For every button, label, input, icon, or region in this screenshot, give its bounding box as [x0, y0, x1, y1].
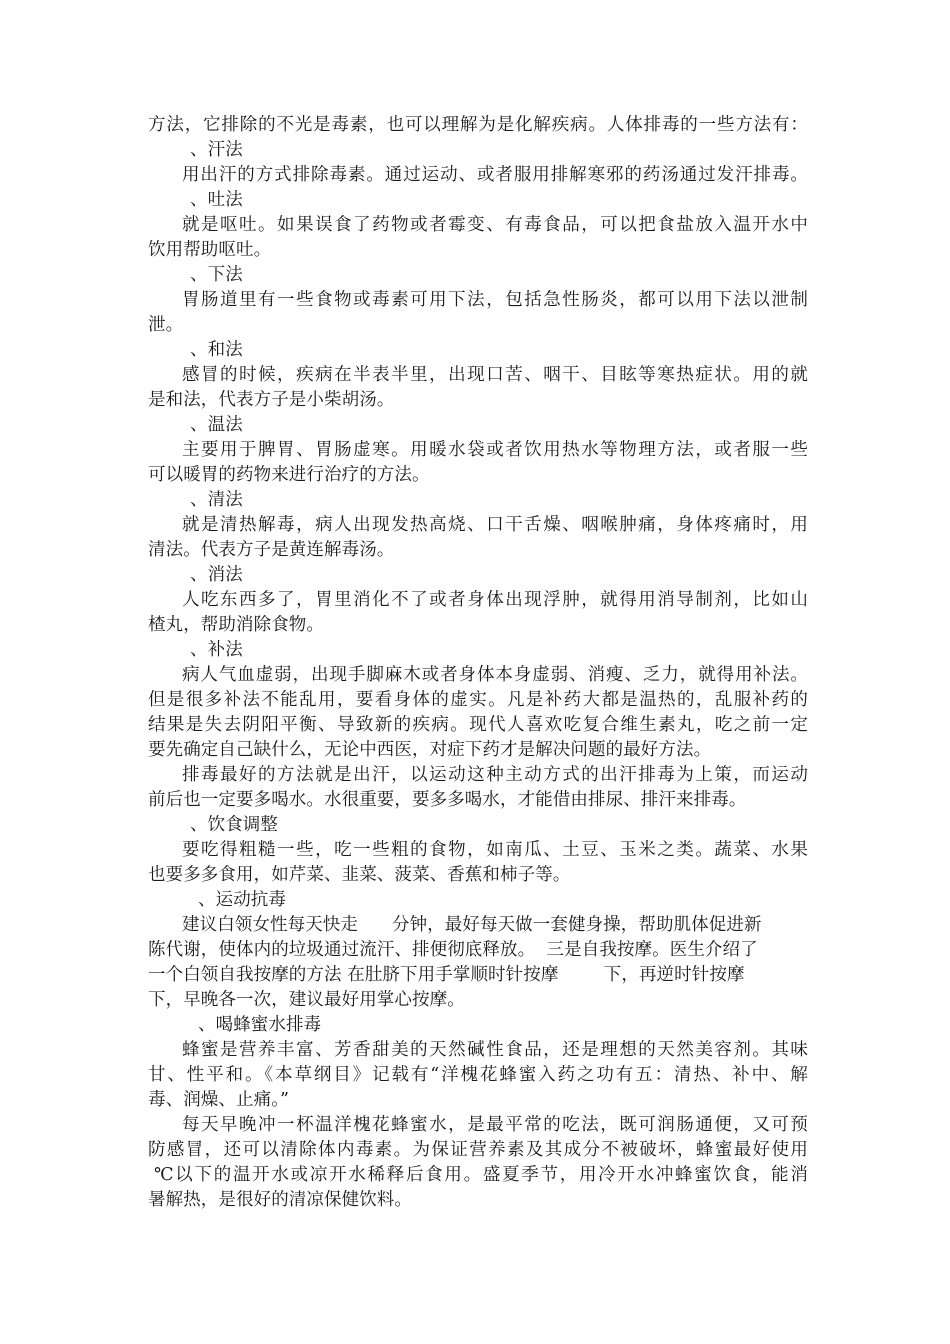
text-line: 清法。代表方子是黄连解毒汤。 — [148, 540, 395, 560]
text-line: 是和法，代表方子是小柴胡汤。 — [148, 390, 395, 410]
text-line: 每天早晚冲一杯温洋槐花蜂蜜水，是最平常的吃法，既可润肠通便，又可预 — [182, 1115, 808, 1135]
section-heading: 、运动抗毒 — [198, 890, 286, 910]
text-line: 胃肠道里有一些食物或毒素可用下法，包括急性肠炎，都可以用下法以泄制 — [182, 290, 808, 310]
text-line: 方法，它排除的不光是毒素，也可以理解为是化解疾病。人体排毒的一些方法有： — [148, 115, 808, 135]
text-line: 饮用帮助呕吐。 — [148, 240, 272, 260]
text-line: ℃以下的温开水或凉开水稀释后食用。盛夏季节，用冷开水冲蜂蜜饮食，能消 — [154, 1165, 808, 1185]
text-line: 也要多多食用，如芹菜、韭菜、菠菜、香蕉和柿子等。 — [148, 865, 571, 885]
text-line: 防感冒，还可以清除体内毒素。为保证营养素及其成分不被破坏，蜂蜜最好使用 — [148, 1140, 808, 1160]
text-line: 前后也一定要多喝水。水很重要，要多多喝水，才能借由排尿、排汗来排毒。 — [148, 790, 747, 810]
text-line: 甘、性平和。《本草纲目》记载有“洋槐花蜂蜜入药之功有五：清热、补中、解 — [148, 1065, 808, 1085]
section-heading: 、吐法 — [190, 190, 243, 210]
section-heading: 、喝蜂蜜水排毒 — [198, 1015, 322, 1035]
section-heading: 、清法 — [190, 490, 243, 510]
section-heading: 、消法 — [190, 565, 243, 585]
text-line: 要先确定自己缺什么，无论中西医，对症下药才是解决问题的最好方法。 — [148, 740, 712, 760]
text-line: 病人气血虚弱，出现手脚麻木或者身体本身虚弱、消瘦、乏力，就得用补法。 — [182, 665, 808, 685]
text-line: 人吃东西多了，胃里消化不了或者身体出现浮肿，就得用消导制剂，比如山 — [182, 590, 808, 610]
text-line: 结果是失去阴阳平衡、导致新的疾病。现代人喜欢吃复合维生素丸，吃之前一定 — [148, 715, 808, 735]
section-heading: 、和法 — [190, 340, 243, 360]
text-line: 陈代谢，使体内的垃圾通过流汗、排便彻底释放。 三是自我按摩。医生介绍了 — [148, 940, 758, 960]
text-line: 下，早晚各一次，建议最好用掌心按摩。 — [148, 990, 465, 1010]
text-line: 毒、润燥、止痛。” — [148, 1090, 290, 1110]
text-line: 建议白领女性每天快走 分钟，最好每天做一套健身操，帮助肌体促进新 — [182, 915, 762, 935]
section-heading: 、补法 — [190, 640, 243, 660]
text-line: 一个白领自我按摩的方法 在肚脐下用手掌顺时针按摩 下，再逆时针按摩 — [148, 965, 745, 985]
text-line: 就是清热解毒，病人出现发热高烧、口干舌燥、咽喉肿痛，身体疼痛时，用 — [182, 515, 808, 535]
text-line: 泄。 — [148, 315, 184, 335]
text-line: 就是呕吐。如果误食了药物或者霉变、有毒食品，可以把食盐放入温开水中 — [182, 215, 808, 235]
text-line: 要吃得粗糙一些，吃一些粗的食物，如南瓜、土豆、玉米之类。蔬菜、水果 — [182, 840, 808, 860]
text-line: 楂丸，帮助消除食物。 — [148, 615, 324, 635]
section-heading: 、饮食调整 — [190, 815, 278, 835]
text-line: 感冒的时候，疾病在半表半里，出现口苦、咽干、目眩等寒热症状。用的就 — [182, 365, 808, 385]
text-line: 可以暖胃的药物来进行治疗的方法。 — [148, 465, 430, 485]
text-line: 主要用于脾胃、胃肠虚寒。用暖水袋或者饮用热水等物理方法，或者服一些 — [182, 440, 808, 460]
text-line: 用出汗的方式排除毒素。通过运动、或者服用排解寒邪的药汤通过发汗排毒。 — [182, 165, 808, 185]
text-line: 蜂蜜是营养丰富、芳香甜美的天然碱性食品，还是理想的天然美容剂。其味 — [182, 1040, 808, 1060]
text-line: 但是很多补法不能乱用，要看身体的虚实。凡是补药大都是温热的，乱服补药的 — [148, 690, 808, 710]
text-line: 暑解热，是很好的清凉保健饮料。 — [148, 1190, 412, 1210]
section-heading: 、下法 — [190, 265, 243, 285]
section-heading: 、温法 — [190, 415, 243, 435]
text-line: 排毒最好的方法就是出汗，以运动这种主动方式的出汗排毒为上策，而运动 — [182, 765, 808, 785]
section-heading: 、汗法 — [190, 140, 243, 160]
